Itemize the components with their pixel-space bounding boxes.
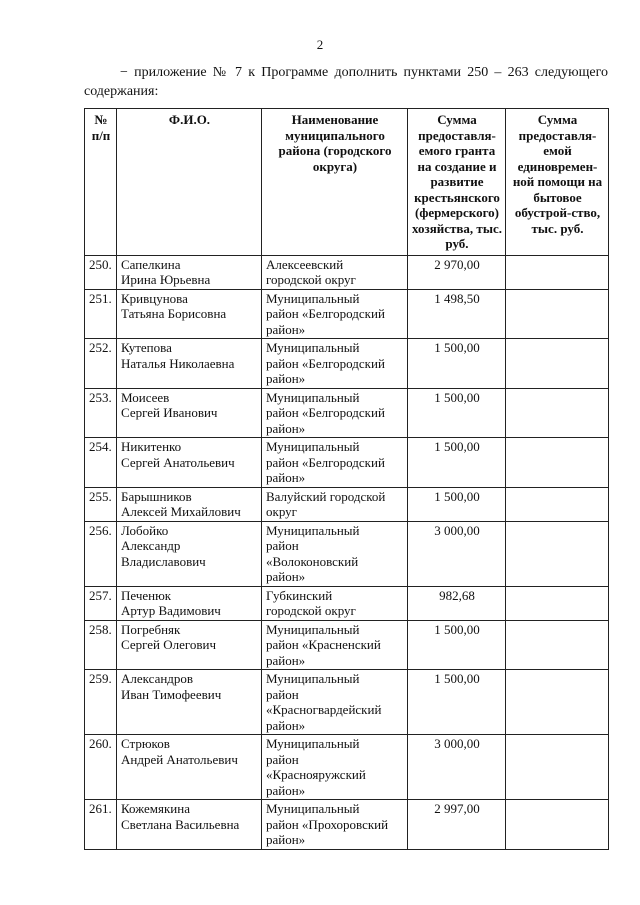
person-name-line: Сапелкина: [121, 256, 181, 272]
row-number: 254.: [85, 438, 117, 488]
grant-amount: 1 498,50: [408, 289, 506, 339]
header-fio: Ф.И.О.: [117, 109, 262, 256]
grant-amount: 982,68: [408, 586, 506, 620]
table-row: [85, 339, 609, 389]
grants-table: [84, 108, 609, 850]
grant-amount: 2 997,00: [408, 800, 506, 850]
district-name: [262, 487, 408, 521]
table-row: [85, 255, 609, 289]
help-amount: [506, 800, 609, 850]
person-name: [117, 339, 262, 389]
person-name-line: Владиславович: [121, 553, 206, 569]
help-amount: [506, 438, 609, 488]
grant-amount: 1 500,00: [408, 339, 506, 389]
intro-paragraph: [84, 63, 608, 101]
person-name-line: Артур Вадимович: [121, 603, 221, 618]
district-name-line: район «Белгородский: [266, 454, 385, 470]
help-amount: [506, 388, 609, 438]
person-name: [117, 735, 262, 800]
district-name: [262, 289, 408, 339]
district-name: [262, 586, 408, 620]
help-amount: [506, 255, 609, 289]
grant-amount: 3 000,00: [408, 521, 506, 586]
help-amount: [506, 521, 609, 586]
header-num: № п/п: [85, 109, 117, 256]
header-help: Сумма предоставля-емой единовремен-ной помощи на бытовое обустрой-ство, тыс. руб.: [506, 109, 609, 256]
district-name-line: Муниципальный: [266, 736, 360, 751]
district-name-line: район «Прохоровский: [266, 816, 389, 832]
district-name-line: «Красногвардейский: [266, 702, 382, 717]
district-name-line: Муниципальный: [266, 340, 360, 355]
person-name-line: Сергей Олегович: [121, 637, 217, 652]
district-name-line: район»: [266, 832, 306, 847]
page-number: 2: [316, 37, 324, 52]
district-name-line: Муниципальный: [266, 290, 360, 306]
district-name-line: округ: [266, 504, 297, 519]
district-name-line: район»: [266, 569, 306, 584]
table-row: [85, 670, 609, 735]
person-name: [117, 289, 262, 339]
district-name: [262, 670, 408, 735]
person-name: [117, 487, 262, 521]
district-name-line: «Волоконовский: [266, 553, 359, 569]
person-name-line: Наталья Николаевна: [121, 355, 235, 371]
person-name: [117, 438, 262, 488]
district-name-line: Муниципальный: [266, 439, 360, 454]
district-name: [262, 620, 408, 670]
person-name: [117, 521, 262, 586]
district-name-line: городской округ: [266, 272, 356, 287]
person-name: [117, 620, 262, 670]
district-name-line: район»: [266, 717, 306, 733]
district-name-line: район «Красненский: [266, 637, 381, 652]
person-name-line: Моисеев: [121, 389, 170, 405]
row-number: 255.: [85, 487, 117, 521]
row-number: 252.: [85, 339, 117, 389]
district-name-line: район: [266, 686, 299, 702]
district-name-line: район «Белгородский: [266, 405, 385, 420]
table-body: [85, 255, 609, 849]
district-name: [262, 800, 408, 850]
person-name: [117, 255, 262, 289]
person-name: [117, 670, 262, 735]
header-district: Наименование муниципального района (городского округа): [262, 109, 408, 256]
district-name-line: Муниципальный: [266, 801, 360, 816]
grant-amount: 1 500,00: [408, 438, 506, 488]
table-row: [85, 521, 609, 586]
person-name-line: Кутепова: [121, 340, 172, 355]
person-name-line: Погребняк: [121, 621, 181, 637]
district-name-line: Муниципальный: [266, 671, 360, 686]
person-name-line: Печенюк: [121, 587, 172, 603]
person-name-line: Барышников: [121, 488, 192, 504]
district-name: [262, 339, 408, 389]
person-name-line: Кривцунова: [121, 290, 188, 306]
person-name-line: Иван Тимофеевич: [121, 686, 222, 702]
person-name-line: Сергей Анатольевич: [121, 454, 235, 470]
district-name-line: район «Белгородский: [266, 306, 385, 321]
person-name-line: Александров: [121, 671, 194, 686]
person-name: [117, 800, 262, 850]
person-name-line: Кожемякина: [121, 801, 190, 816]
district-name-line: Муниципальный: [266, 621, 360, 637]
district-name-line: район «Белгородский: [266, 355, 385, 371]
table-header-row: [85, 109, 609, 256]
district-name-line: «Краснояружский: [266, 767, 366, 782]
person-name-line: Алексей Михайлович: [121, 504, 241, 519]
grant-amount: 2 970,00: [408, 255, 506, 289]
row-number: 258.: [85, 620, 117, 670]
grant-amount: 3 000,00: [408, 735, 506, 800]
row-number: 256.: [85, 521, 117, 586]
person-name: [117, 388, 262, 438]
person-name-line: Татьяна Борисовна: [121, 306, 227, 321]
district-name-line: район»: [266, 321, 306, 337]
district-name: [262, 521, 408, 586]
table-row: [85, 289, 609, 339]
district-name-line: Алексеевский: [266, 256, 344, 272]
help-amount: [506, 586, 609, 620]
grant-amount: 1 500,00: [408, 388, 506, 438]
person-name-line: Андрей Анатольевич: [121, 751, 238, 767]
person-name-line: Лобойко: [121, 522, 169, 538]
district-name-line: район»: [266, 420, 306, 436]
district-name-line: Губкинский: [266, 587, 333, 603]
district-name: [262, 735, 408, 800]
help-amount: [506, 620, 609, 670]
intro-text: − приложение № 7 к Программе дополнить пунктами 250 – 263 следующего содержания:: [84, 65, 608, 99]
row-number: 251.: [85, 289, 117, 339]
district-name: [262, 255, 408, 289]
row-number: 253.: [85, 388, 117, 438]
help-amount: [506, 487, 609, 521]
district-name-line: район: [266, 538, 299, 553]
table-row: [85, 620, 609, 670]
grant-amount: 1 500,00: [408, 487, 506, 521]
district-name-line: район»: [266, 470, 306, 485]
district-name-line: Муниципальный: [266, 389, 360, 405]
row-number: 257.: [85, 586, 117, 620]
help-amount: [506, 735, 609, 800]
person-name-line: Стрюков: [121, 736, 170, 751]
row-number: 250.: [85, 255, 117, 289]
district-name: [262, 438, 408, 488]
table-row: [85, 487, 609, 521]
district-name-line: Валуйский городской: [266, 488, 386, 504]
help-amount: [506, 339, 609, 389]
person-name-line: Ирина Юрьевна: [121, 272, 211, 287]
district-name-line: район»: [266, 652, 306, 668]
row-number: 259.: [85, 670, 117, 735]
table-row: [85, 438, 609, 488]
district-name-line: район: [266, 751, 299, 767]
help-amount: [506, 289, 609, 339]
table-row: [85, 388, 609, 438]
person-name-line: Сергей Иванович: [121, 405, 218, 420]
row-number: 260.: [85, 735, 117, 800]
table-row: [85, 735, 609, 800]
grant-amount: 1 500,00: [408, 620, 506, 670]
district-name-line: городской округ: [266, 603, 356, 618]
district-name-line: район»: [266, 782, 306, 798]
grant-amount: 1 500,00: [408, 670, 506, 735]
help-amount: [506, 670, 609, 735]
person-name-line: Александр: [121, 538, 181, 553]
header-grant: Сумма предоставля-емого гранта на создание и развитие крестьянского (фермерского) хозяйства, тыс. руб.: [408, 109, 506, 256]
row-number: 261.: [85, 800, 117, 850]
person-name-line: Светлана Васильевна: [121, 816, 240, 832]
table-row: [85, 586, 609, 620]
person-name: [117, 586, 262, 620]
district-name-line: Муниципальный: [266, 522, 360, 538]
district-name-line: район»: [266, 371, 306, 386]
person-name-line: Никитенко: [121, 439, 182, 454]
table-row: [85, 800, 609, 850]
district-name: [262, 388, 408, 438]
